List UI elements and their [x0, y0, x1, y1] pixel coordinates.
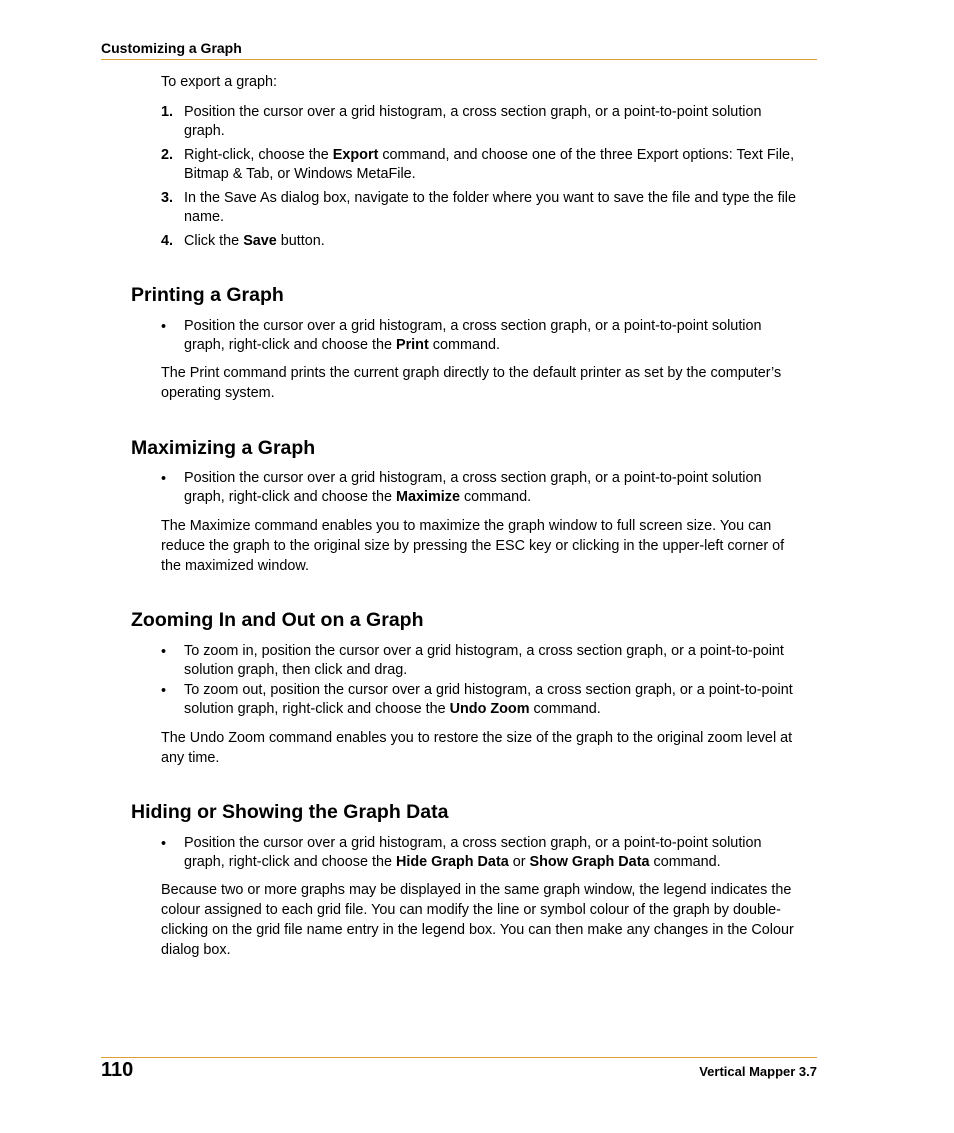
command-name: Show Graph Data [529, 854, 650, 870]
paragraph [161, 363, 821, 403]
bullet-line [184, 700, 824, 719]
text-run: Click the [184, 233, 244, 249]
bullet-marker: • [161, 319, 167, 335]
para-line: Because two or more graphs may be displayed in the same graph window, the legend indicates the [161, 882, 792, 898]
para-line: The Maximize command enables you to maximize the graph window to full screen size. You can [161, 518, 772, 534]
bullet-line: solution graph, then click and drag. [184, 662, 408, 678]
para-line: the maximized window. [161, 558, 309, 574]
step-text [184, 232, 824, 251]
text-run: or [508, 854, 530, 870]
bullet-marker: • [161, 683, 167, 699]
bullet-text [184, 834, 824, 872]
para-line: reduce the graph to the original size by pressing the ESC key or clicking in the upper-left corner of [161, 538, 785, 554]
footer-rule [101, 1057, 817, 1058]
text-run: command. [529, 701, 601, 717]
bullet-text [184, 681, 824, 719]
bullet-line: Position the cursor over a grid histogram, a cross section graph, or a point-to-point solution [184, 318, 762, 334]
text-run: graph, right-click and choose the [184, 489, 396, 505]
para-line: The Undo Zoom command enables you to restore the size of the graph to the original zoom level at [161, 730, 793, 746]
command-name: Print [395, 337, 429, 353]
bullet-text [184, 469, 824, 507]
command-name: Maximize [395, 489, 460, 505]
step-line: In the Save As dialog box, navigate to the folder where you want to save the file and type the file [184, 190, 796, 206]
bullet-line [184, 336, 824, 355]
bullet-text [184, 642, 824, 680]
section-heading: Hiding or Showing the Graph Data [131, 801, 449, 823]
para-line: operating system. [161, 385, 275, 401]
para-line: The Print command prints the current graph directly to the default printer as set by the computer’s [161, 365, 782, 381]
bullet-line: Position the cursor over a grid histogram, a cross section graph, or a point-to-point solution [184, 835, 762, 851]
bullet-line [184, 488, 824, 507]
step-number: 3. [161, 190, 174, 206]
header-rule [101, 59, 817, 60]
para-line: dialog box. [161, 942, 231, 958]
step-text [184, 189, 824, 227]
para-line: colour assigned to each grid file. You can modify the line or symbol colour of the graph by double- [161, 902, 781, 918]
step-text [184, 103, 824, 141]
step-line: Position the cursor over a grid histogram, a cross section graph, or a point-to-point solution [184, 104, 762, 120]
step-text [184, 146, 824, 184]
paragraph [161, 880, 821, 960]
section-heading: Zooming In and Out on a Graph [131, 609, 424, 631]
bullet-line: To zoom in, position the cursor over a grid histogram, a cross section graph, or a point-to-point [184, 643, 784, 659]
step-number: 2. [161, 147, 174, 163]
bullet-marker: • [161, 836, 167, 852]
text-run: Right-click, choose the [184, 147, 333, 163]
text-run: command. [649, 854, 721, 870]
command-name: Save [243, 233, 277, 249]
step-line: name. [184, 209, 224, 225]
paragraph [161, 728, 821, 768]
bullet-marker: • [161, 471, 167, 487]
text-run: graph, right-click and choose the [184, 854, 396, 870]
product-name: Vertical Mapper 3.7 [699, 1064, 817, 1079]
text-run: command. [428, 337, 500, 353]
page-number: 110 [101, 1059, 134, 1081]
export-intro: To export a graph: [161, 74, 277, 90]
text-run: command, and choose one of the three Export options: Text File, [378, 147, 795, 163]
text-run: graph, right-click and choose the [184, 337, 396, 353]
section-heading: Maximizing a Graph [131, 437, 316, 459]
command-name: Undo Zoom [449, 701, 530, 717]
bullet-marker: • [161, 644, 167, 660]
step-line: graph. [184, 123, 225, 139]
step-number: 1. [161, 104, 174, 120]
text-run: solution graph, right-click and choose the [184, 701, 450, 717]
command-name: Export [332, 147, 379, 163]
text-run: command. [459, 489, 532, 505]
bullet-text [184, 317, 824, 355]
step-line [184, 146, 824, 165]
section-heading: Printing a Graph [131, 284, 284, 306]
step-line: Bitmap & Tab, or Windows MetaFile. [184, 166, 416, 182]
bullet-line [184, 853, 824, 872]
paragraph [161, 516, 821, 576]
bullet-line: To zoom out, position the cursor over a grid histogram, a cross section graph, or a point-to-point [184, 682, 793, 698]
para-line: clicking on the grid file name entry in the legend box. You can then make any changes in the Colour [161, 922, 794, 938]
running-header: Customizing a Graph [101, 40, 242, 56]
command-name: Hide Graph Data [395, 854, 509, 870]
para-line: any time. [161, 750, 220, 766]
step-number: 4. [161, 233, 174, 249]
bullet-line: Position the cursor over a grid histogram, a cross section graph, or a point-to-point solution [184, 470, 762, 486]
text-run: button. [276, 233, 325, 249]
